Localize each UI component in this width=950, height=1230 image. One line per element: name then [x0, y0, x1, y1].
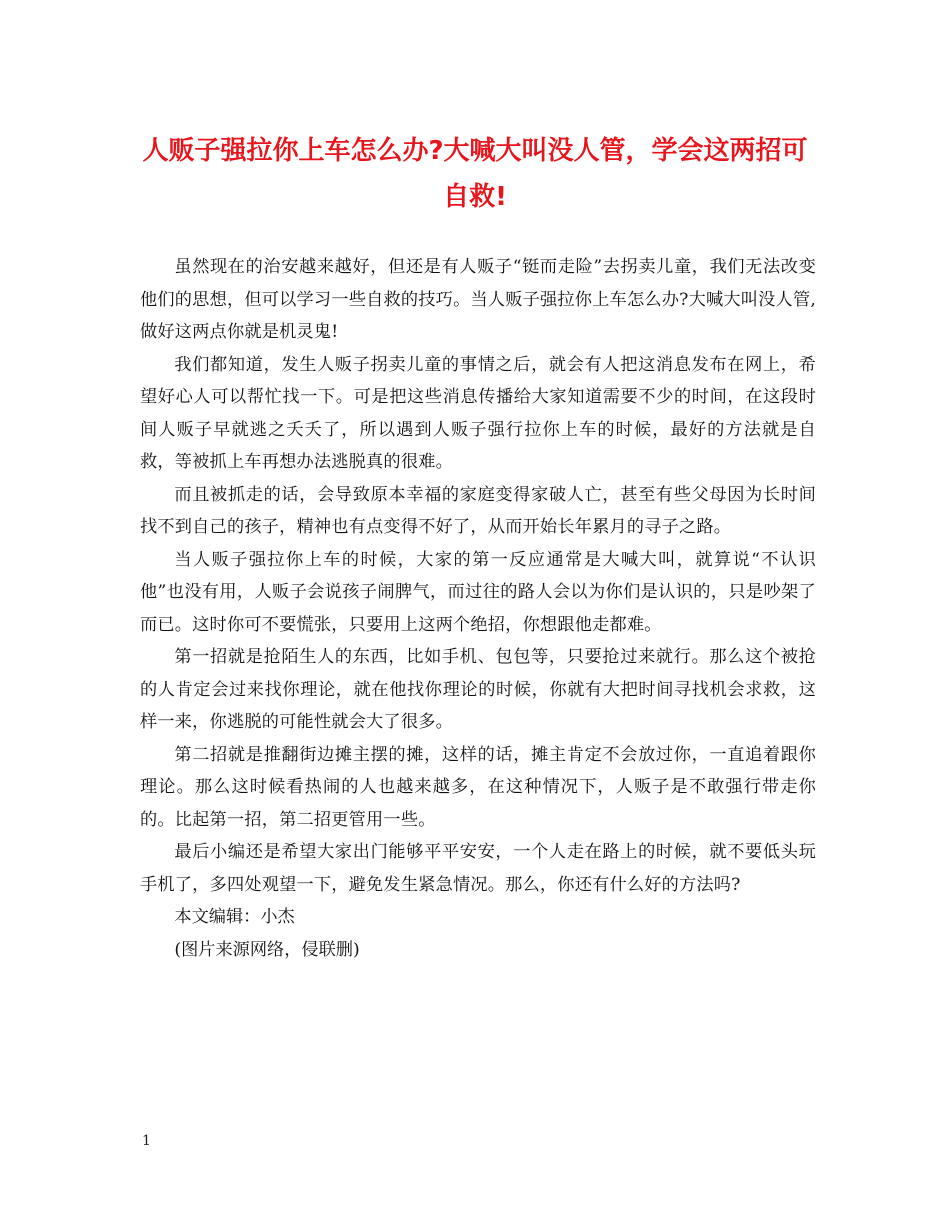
paragraph-3: 而且被抓走的话，会导致原本幸福的家庭变得家破人亡，甚至有些父母因为长时间找不到自己的孩子，精神也有点变得不好了，从而开始长年累月的寻子之路。: [140, 484, 816, 537]
source-note: (图片来源网络，侵联删): [174, 939, 360, 960]
paragraph-2: 我们都知道，发生人贩子拐卖儿童的事情之后，就会有人把这消息发布在网上，希望好心人可以帮忙找一下。可是把这些消息传播给大家知道需要不少的时间，在这段时间人贩子早就逃之夭夭了，所以遇到人贩子强行拉你上车的时候，最好的方法就是自救，等被抓上车再想办法逃脱真的很难。: [140, 354, 816, 472]
article-body: [140, 251, 816, 966]
paragraph-6: 第二招就是推翻街边摊主摆的摊，这样的话，摊主肯定不会放过你，一直追着跟你理论。那么这时候看热闹的人也越来越多，在这种情况下，人贩子是不敢强行带走你的。比起第一招，第二招更管用一些。: [140, 744, 816, 830]
editor-line: 本文编辑：小杰: [174, 907, 295, 927]
page-number: 1: [142, 1133, 151, 1149]
paragraph-7: 最后小编还是希望大家出门能够平平安安，一个人走在路上的时候，就不要低头玩手机了，多四处观望一下，避免发生紧急情况。那么，你还有什么好的方法吗?: [140, 842, 816, 895]
paragraph-5: 第一招就是抢陌生人的东西，比如手机、包包等，只要抢过来就行。那么这个被抢的人肯定会过来找你理论，就在他找你理论的时候，你就有大把时间寻找机会求救，这样一来，你逃脱的可能性就会大了很多。: [140, 647, 816, 732]
paragraph-4: 当人贩子强拉你上车的时候，大家的第一反应通常是大喊大叫，就算说“不认识他”也没有用，人贩子会说孩子闹脾气，而过往的路人会以为你们是认识的，只是吵架了而已。这时你可不要慌张，只要用上这两个绝招，你想跟他走都难。: [140, 549, 816, 635]
paragraph-1: 虽然现在的治安越来越好，但还是有人贩子“铤而走险”去拐卖儿童，我们无法改变他们的思想，但可以学习一些自救的技巧。当人贩子强拉你上车怎么办?大喊大叫没人管,做好这两点你就是机灵鬼!: [140, 257, 816, 342]
document-title: 人贩子强拉你上车怎么办?大喊大叫没人管，学会这两招可自救!: [142, 136, 808, 212]
